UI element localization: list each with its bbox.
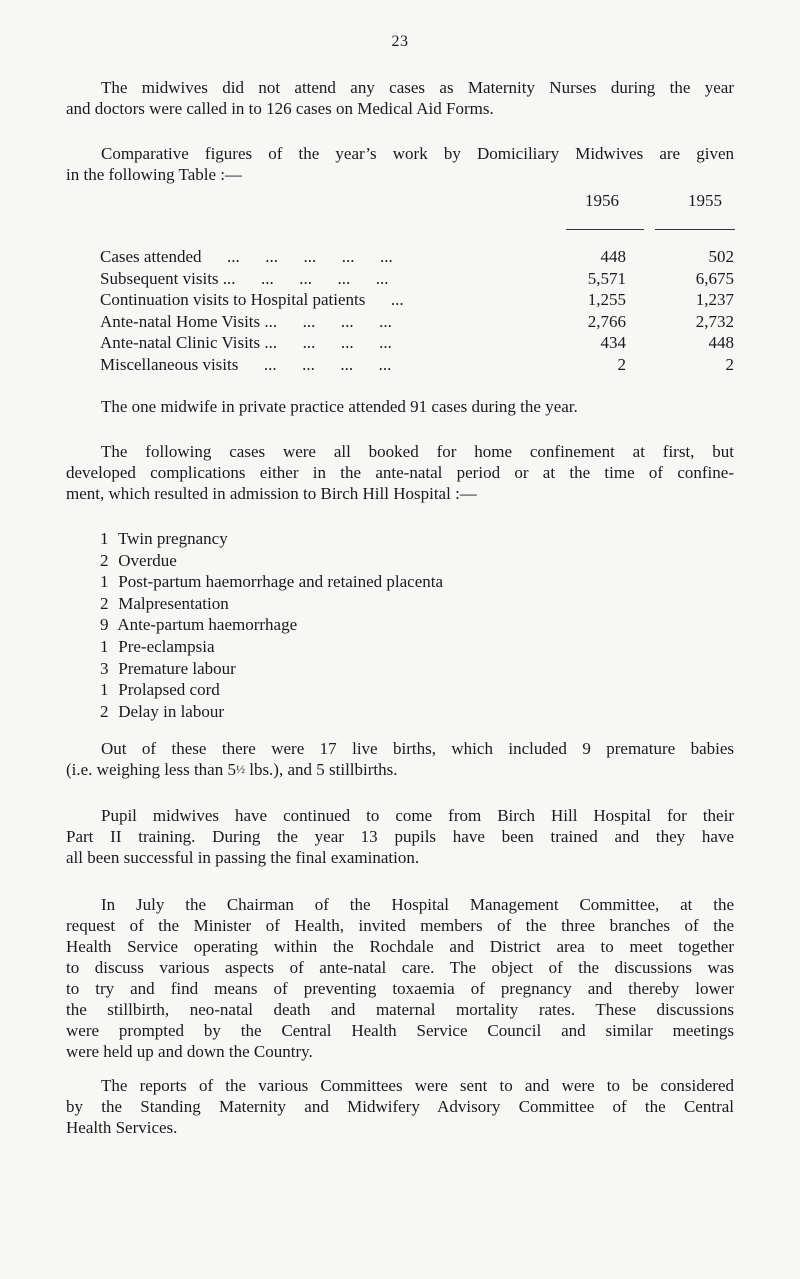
row-label: Cases attended ... ... ... ... ... bbox=[100, 247, 393, 266]
header-rule-1955 bbox=[655, 229, 735, 230]
list-item bbox=[100, 636, 443, 658]
july-line-2: request of the Minister of Health, invited members of the three branches of the bbox=[66, 916, 734, 935]
july-line-7: were prompted by the Central Health Service Council and similar meetings bbox=[66, 1021, 734, 1040]
births-text-a: (i.e. weighing less than 5 bbox=[66, 760, 236, 779]
case-label: Premature labour bbox=[118, 658, 236, 678]
case-label: Twin pregnancy bbox=[117, 529, 228, 548]
table-row bbox=[100, 289, 734, 311]
intro-line-2: and doctors were called in to 126 cases on Medical Aid Forms. bbox=[66, 99, 494, 118]
comparative-paragraph bbox=[66, 143, 734, 185]
private-practice-line: The one midwife in private practice attended 91 cases during the year. bbox=[101, 397, 578, 416]
case-count: 1 bbox=[100, 680, 109, 700]
row-label: Ante-natal Clinic Visits ... ... ... ... bbox=[100, 333, 392, 353]
comparative-line-2: in the following Table :— bbox=[66, 165, 243, 184]
table-body bbox=[100, 246, 734, 376]
table-row bbox=[100, 354, 734, 376]
births-paragraph bbox=[66, 738, 734, 780]
value-1955: 1,237 bbox=[695, 290, 734, 310]
header-rule-1956 bbox=[566, 229, 644, 230]
births-line-1: Out of these there were 17 live births, which included 9 premature babies bbox=[101, 739, 734, 758]
table-row bbox=[100, 268, 734, 290]
booked-line-3: ment, which resulted in admission to Birch Hill Hospital :— bbox=[66, 484, 477, 503]
table-row bbox=[100, 311, 734, 333]
reports-line-3: Health Services. bbox=[66, 1118, 178, 1137]
pupils-paragraph bbox=[66, 805, 734, 868]
page-number: 23 bbox=[391, 33, 409, 50]
row-label: Subsequent visits ... ... ... ... ... bbox=[100, 268, 389, 288]
table-row bbox=[100, 246, 734, 268]
list-item bbox=[100, 614, 443, 636]
row-label: Miscellaneous visits ... ... ... ... bbox=[100, 354, 392, 374]
list-item bbox=[100, 701, 443, 723]
list-item bbox=[100, 679, 443, 701]
value-1956: 5,571 bbox=[587, 268, 626, 288]
value-1956: 1,255 bbox=[587, 290, 626, 310]
booked-line-2: developed complications either in the ante-natal period or at the time of confine- bbox=[66, 463, 734, 482]
case-count: 2 bbox=[100, 593, 109, 613]
value-1956: 434 bbox=[600, 333, 626, 353]
intro-line-1: The midwives did not attend any cases as Maternity Nurses during the year bbox=[101, 78, 734, 97]
july-line-4: to discuss various aspects of ante-natal care. The object of the discussions was bbox=[66, 958, 734, 977]
list-item bbox=[100, 658, 443, 680]
booked-cases-paragraph bbox=[66, 441, 734, 504]
value-1956: 448 bbox=[600, 247, 626, 266]
value-1956: 2,766 bbox=[587, 311, 626, 331]
comparative-table bbox=[100, 190, 734, 374]
case-count: 2 bbox=[100, 701, 109, 721]
july-line-8: were held up and down the Country. bbox=[66, 1042, 313, 1061]
pupils-line-3: all been successful in passing the final examination. bbox=[66, 848, 420, 867]
table-row bbox=[100, 332, 734, 354]
reports-line-1: The reports of the various Committees were sent to and were to be considered bbox=[101, 1076, 734, 1095]
case-count: 1 bbox=[100, 529, 109, 548]
list-item bbox=[100, 550, 443, 572]
july-line-1: In July the Chairman of the Hospital Management Committee, at the bbox=[101, 895, 734, 914]
births-text-b: lbs.), and 5 stillbirths. bbox=[244, 760, 398, 779]
comparative-line-1: Comparative figures of the year’s work by Domiciliary Midwives are given bbox=[101, 144, 734, 163]
case-label: Overdue bbox=[118, 550, 177, 570]
case-label: Prolapsed cord bbox=[118, 680, 220, 700]
complication-case-list bbox=[100, 528, 443, 722]
births-line-2 bbox=[66, 759, 734, 780]
value-1955: 448 bbox=[708, 333, 734, 353]
row-label: Continuation visits to Hospital patients ... bbox=[100, 290, 404, 310]
value-1955: 502 bbox=[708, 247, 734, 266]
case-count: 9 bbox=[100, 615, 109, 635]
case-label: Ante-partum haemorrhage bbox=[117, 615, 298, 635]
booked-line-1: The following cases were all booked for home confinement at first, but bbox=[101, 442, 734, 461]
case-count: 1 bbox=[100, 636, 109, 656]
private-practice-paragraph bbox=[66, 396, 734, 417]
july-line-6: the stillbirth, neo-natal death and maternal mortality rates. These discussions bbox=[66, 1000, 734, 1019]
case-label: Delay in labour bbox=[118, 701, 224, 721]
column-header-1955: 1955 bbox=[688, 191, 722, 210]
value-1956: 2 bbox=[617, 354, 626, 374]
table-header bbox=[100, 190, 734, 211]
column-header-1956: 1956 bbox=[585, 191, 619, 210]
july-paragraph bbox=[66, 894, 734, 1062]
half-fraction: ½ bbox=[235, 762, 245, 776]
pupils-line-1: Pupil midwives have continued to come from Birch Hill Hospital for their bbox=[101, 806, 734, 825]
pupils-line-2: Part II training. During the year 13 pupils have been trained and they have bbox=[66, 827, 734, 846]
value-1955: 6,675 bbox=[695, 268, 734, 288]
case-count: 3 bbox=[100, 658, 109, 678]
value-1955: 2,732 bbox=[695, 311, 734, 331]
reports-line-2: by the Standing Maternity and Midwifery Advisory Committee of the Central bbox=[66, 1097, 734, 1116]
case-label: Pre-eclampsia bbox=[118, 636, 215, 656]
case-label: Post-partum haemorrhage and retained placenta bbox=[118, 572, 444, 592]
list-item bbox=[100, 528, 443, 550]
reports-paragraph bbox=[66, 1075, 734, 1138]
case-count: 2 bbox=[100, 550, 109, 570]
value-1955: 2 bbox=[725, 354, 734, 374]
row-label: Ante-natal Home Visits ... ... ... ... bbox=[100, 311, 392, 331]
intro-paragraph bbox=[66, 77, 734, 119]
july-line-3: Health Service operating within the Rochdale and District area to meet together bbox=[66, 937, 734, 956]
case-label: Malpresentation bbox=[118, 593, 229, 613]
list-item bbox=[100, 571, 443, 593]
july-line-5: to try and find means of preventing toxaemia of pregnancy and thereby lower bbox=[66, 979, 734, 998]
case-count: 1 bbox=[100, 572, 109, 592]
list-item bbox=[100, 593, 443, 615]
